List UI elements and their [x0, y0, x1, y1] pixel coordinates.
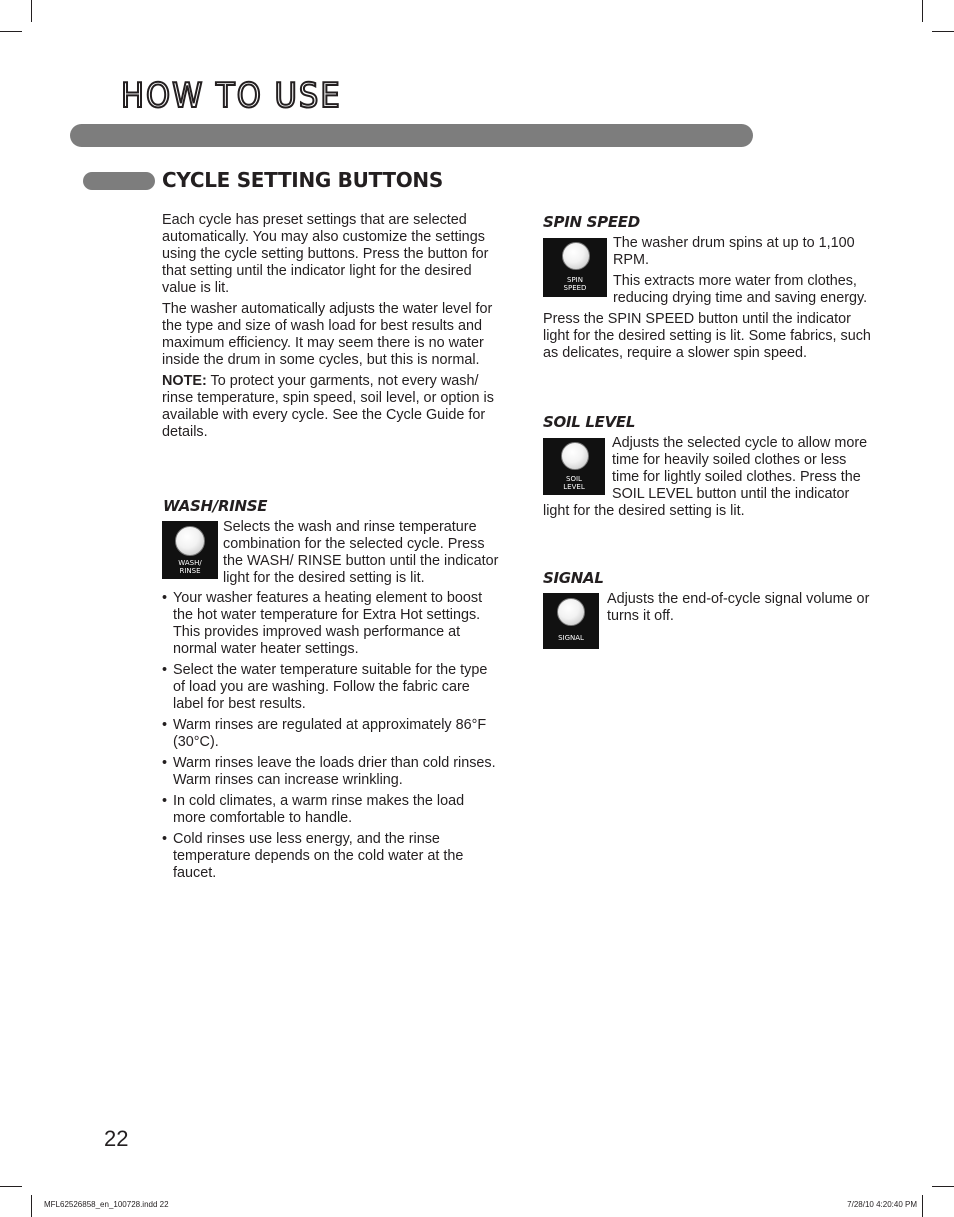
note-label: NOTE:	[162, 373, 207, 389]
page-number: 22	[104, 1126, 129, 1151]
spin-speed-paragraph: This extracts more water from clothes, reducing drying time and saving energy.	[613, 273, 868, 306]
soil-level-paragraph: Adjusts the selected cycle to allow more time for heavily soiled clothes or less time for lightly soiled clothes. Press the SOIL LEVEL button until the indicator light for the desired setting is lit.	[543, 435, 868, 519]
intro-paragraph: The washer automatically adjusts the water level for the type and size of wash load for best results and maximum efficiency. It may seem there is no water inside the drum in some cycles, but this is normal.	[162, 301, 493, 368]
bullet-list	[162, 590, 500, 882]
soil-level-heading: SOIL LEVEL	[543, 413, 636, 431]
section-marker	[83, 172, 155, 190]
note-text: To protect your garments, not every wash/ rinse temperature, spin speed, soil level, or option is available with every cycle. See the Cycle Guide for details.	[162, 373, 494, 440]
button-label: SPEED	[563, 284, 587, 292]
wash-rinse-description: Selects the wash and rinse temperature combination for the selected cycle. Press the WASH/ RINSE button until the indicator light for the desired setting is lit.	[223, 519, 499, 586]
signal-heading: SIGNAL	[543, 569, 604, 587]
intro-paragraph: Each cycle has preset settings that are selected automatically. You may also customize the settings using the cycle setting buttons. Press the button for that setting until the indicator light for the desired value is lit.	[162, 212, 489, 296]
button-knob-icon	[175, 526, 205, 556]
spin-speed-text	[543, 235, 873, 366]
crop-mark	[922, 1195, 923, 1217]
spin-speed-paragraph: Press the SPIN SPEED button until the indicator light for the desired setting is lit. Some fabrics, such as delicates, require a slower spin speed.	[543, 311, 871, 361]
button-label: SIGNAL	[558, 634, 584, 642]
button-label: SPIN	[567, 276, 583, 284]
crop-mark	[922, 0, 923, 22]
spin-speed-paragraph: The washer drum spins at up to 1,100 RPM.	[613, 235, 855, 268]
crop-mark	[0, 31, 22, 32]
soil-level-text	[543, 435, 873, 524]
page-title: HOW TO USE	[121, 76, 342, 116]
title-bar	[70, 124, 753, 147]
image-spacer	[543, 435, 612, 497]
button-knob-icon	[557, 598, 585, 626]
bullet-item: • Select the water temperature suitable for the type of load you are washing. Follow the fabric care label for best results.	[162, 662, 500, 713]
button-label: SOIL	[566, 475, 582, 483]
footer-timestamp: 7/28/10 4:20:40 PM	[847, 1200, 917, 1209]
section-heading: CYCLE SETTING BUTTONS	[162, 168, 443, 192]
button-label: LEVEL	[563, 483, 585, 491]
signal-description: Adjusts the end-of-cycle signal volume or turns it off.	[607, 591, 870, 624]
bullet-item: • Warm rinses leave the loads drier than cold rinses. Warm rinses can increase wrinkling.	[162, 755, 500, 789]
note-paragraph	[162, 373, 500, 441]
bullet-item: • In cold climates, a warm rinse makes the load more comfortable to handle.	[162, 793, 500, 827]
crop-mark	[31, 0, 32, 22]
crop-mark	[0, 1186, 22, 1187]
intro-block	[162, 212, 500, 445]
crop-mark	[932, 1186, 954, 1187]
wash-rinse-heading: WASH/RINSE	[163, 497, 268, 515]
crop-mark	[932, 31, 954, 32]
footer-file: MFL62526858_en_100728.indd 22	[44, 1200, 169, 1209]
wash-rinse-button-image	[162, 521, 218, 579]
bullet-item: • Warm rinses are regulated at approximately 86°F (30°C).	[162, 717, 500, 751]
bullet-item: • Your washer features a heating element to boost the hot water temperature for Extra Hot settings. This provides improved wash performance at normal water heater settings.	[162, 590, 500, 658]
spin-speed-heading: SPIN SPEED	[543, 213, 640, 231]
wash-rinse-notes	[162, 590, 500, 886]
button-label: WASH/	[178, 559, 202, 567]
signal-button-image	[543, 593, 599, 649]
button-label: RINSE	[179, 567, 201, 575]
bullet-item: • Cold rinses use less energy, and the rinse temperature depends on the cold water at the faucet.	[162, 831, 500, 882]
image-spacer	[543, 235, 613, 297]
crop-mark	[31, 1195, 32, 1217]
